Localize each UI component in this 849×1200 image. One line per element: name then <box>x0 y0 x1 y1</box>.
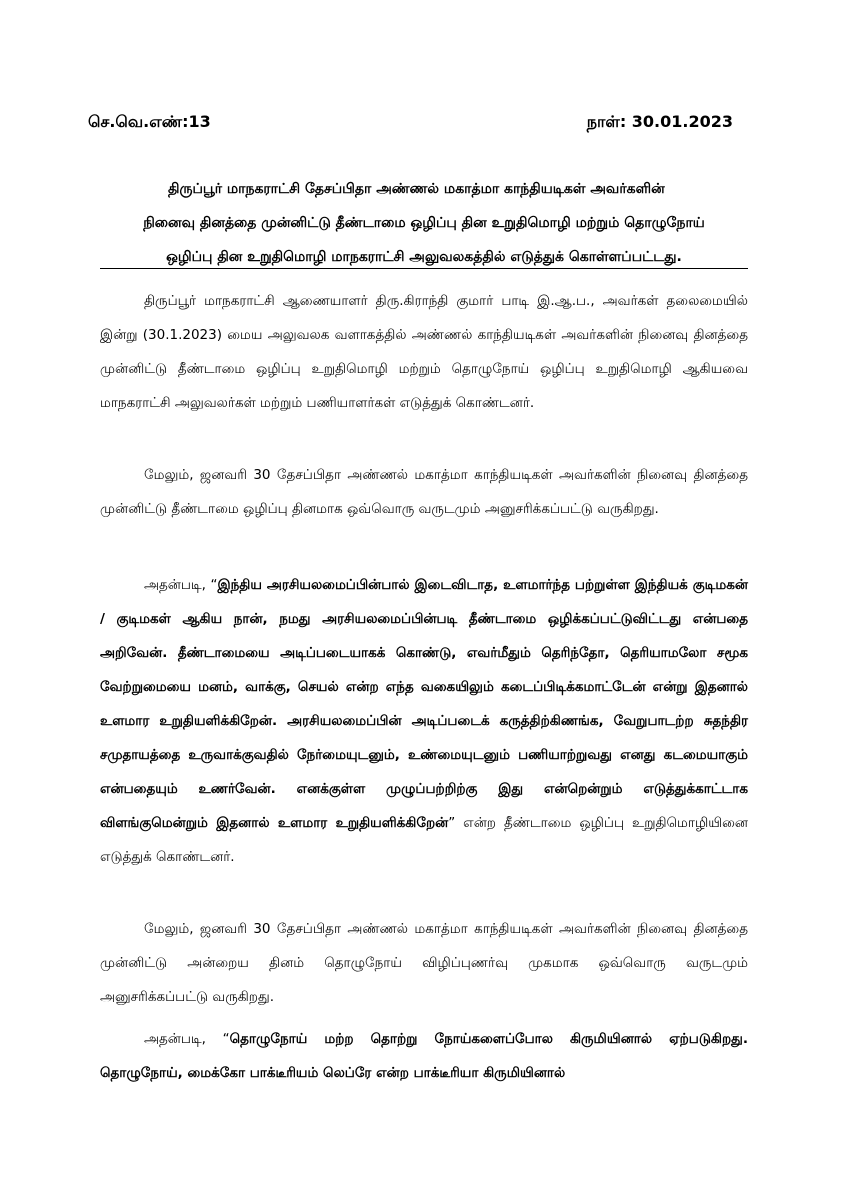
title-divider <box>100 268 748 269</box>
release-date: நாள்: 30.01.2023 <box>586 112 733 131</box>
pledge-tail: ” என்ற தீண்டாமை ஒழிப்பு உறுதிமொழியினை எடுத்துக் கொண்டனர். <box>100 815 748 865</box>
leprosy-lead: அதன்படி, “ <box>144 1031 230 1047</box>
paragraph-1: திருப்பூர் மாநகராட்சி ஆணையாளர் திரு.கிராந்தி குமார் பாடி இ.ஆ.ப., அவர்கள் தலைமையில் இன்று (30.1.2023) மைய அலுவலக வளாகத்தில் அண்ணல் காந்தியடிகள் அவர்களின் நினைவு தினத்தை முன்னிட்டு தீண்டாமை ஒழிப்பு உறுதிமொழி மற்றும் தொழுநோய் ஒழிப்பு உறுதிமொழி ஆகியவை மாநகராட்சி அலுவலர்கள் மற்றும் பணியாளர்கள் எடுத்துக் கொண்டனர். <box>100 293 748 411</box>
leprosy-text: தொழுநோய் மற்ற தொற்று நோய்களைப்போல கிருமியினால் ஏற்படுகிறது. தொழுநோய், மைக்கோ பாக்டீரியம் லெப்ரே என்ற பாக்டீரியா கிருமியினால் <box>100 1031 748 1081</box>
pledge-text: இந்திய அரசியலமைப்பின்பால் இடைவிடாத, உளமார்ந்த பற்றுள்ள இந்தியக் குடிமகன் / குடிமகள் ஆகிய நான், நமது அரசியலமைப்பின்படி தீண்டாமை ஒழிக்கப்பட்டுவிட்டது என்பதை அறிவேன். தீண்டாமையை அடிப்படையாகக் கொண்டு, எவர்மீதும் தெரிந்தோ, தெரியாமலோ சமூக வேற்றுமையை மனம், வாக்கு, செயல் என்ற எந்த வகையிலும் கடைப்பிடிக்கமாட்டேன் என்று இதனால் உளமார உறுதியளிக்கிறேன். அரசியலமைப்பின் அடிப்படைக் கருத்திற்கிணங்க, வேறுபாடற்ற சுதந்திர சமுதாயத்தை உருவாக்குவதில் நேர்மையுடனும், உண்மையுடனும் பணியாற்றுவது எனது கடமையாகும் என்பதையும் உணர்வேன். எனக்குள்ள முழுப்பற்றிற்கு இது என்றென்றும் எடுத்துக்காட்டாக விளங்குமென்றும் இதனால் உளமார உறுதியளிக்கிறேன் <box>100 577 748 831</box>
title-line-1: திருப்பூர் மாநகராட்சி தேசப்பிதா அண்ணல் மகாத்மா காந்தியடிகள் அவர்களின் <box>168 181 665 197</box>
paragraph-2: மேலும், ஜனவரி 30 தேசப்பிதா அண்ணல் மகாத்மா காந்தியடிகள் அவர்களின் நினைவு தினத்தை முன்னிட்டு தீண்டாமை ஒழிப்பு தினமாக ஒவ்வொரு வருடமும் அனுசரிக்கப்பட்டு வருகிறது. <box>100 467 748 517</box>
title-line-2: நினைவு தினத்தை முன்னிட்டு தீண்டாமை ஒழிப்பு தின உறுதிமொழி மற்றும் தொழுநோய் <box>143 215 705 231</box>
pledge-lead: அதன்படி, “ <box>144 577 218 593</box>
title-line-3: ஒழிப்பு தின உறுதிமொழி மாநகராட்சி அலுவலகத்தில் எடுத்துக் கொள்ளப்பட்டது. <box>166 249 682 265</box>
paragraph-3-untouchability-pledge <box>100 568 748 874</box>
release-title <box>100 172 748 274</box>
paragraph-5-leprosy-pledge <box>100 1022 748 1090</box>
reference-number: செ.வெ.எண்:13 <box>88 112 211 131</box>
paragraph-4: மேலும், ஜனவரி 30 தேசப்பிதா அண்ணல் மகாத்மா காந்தியடிகள் அவர்களின் நினைவு தினத்தை முன்னிட்டு அன்றைய தினம் தொழுநோய் விழிப்புணர்வு முகமாக ஒவ்வொரு வருடமும் அனுசரிக்கப்பட்டு வருகிறது. <box>100 921 748 1005</box>
